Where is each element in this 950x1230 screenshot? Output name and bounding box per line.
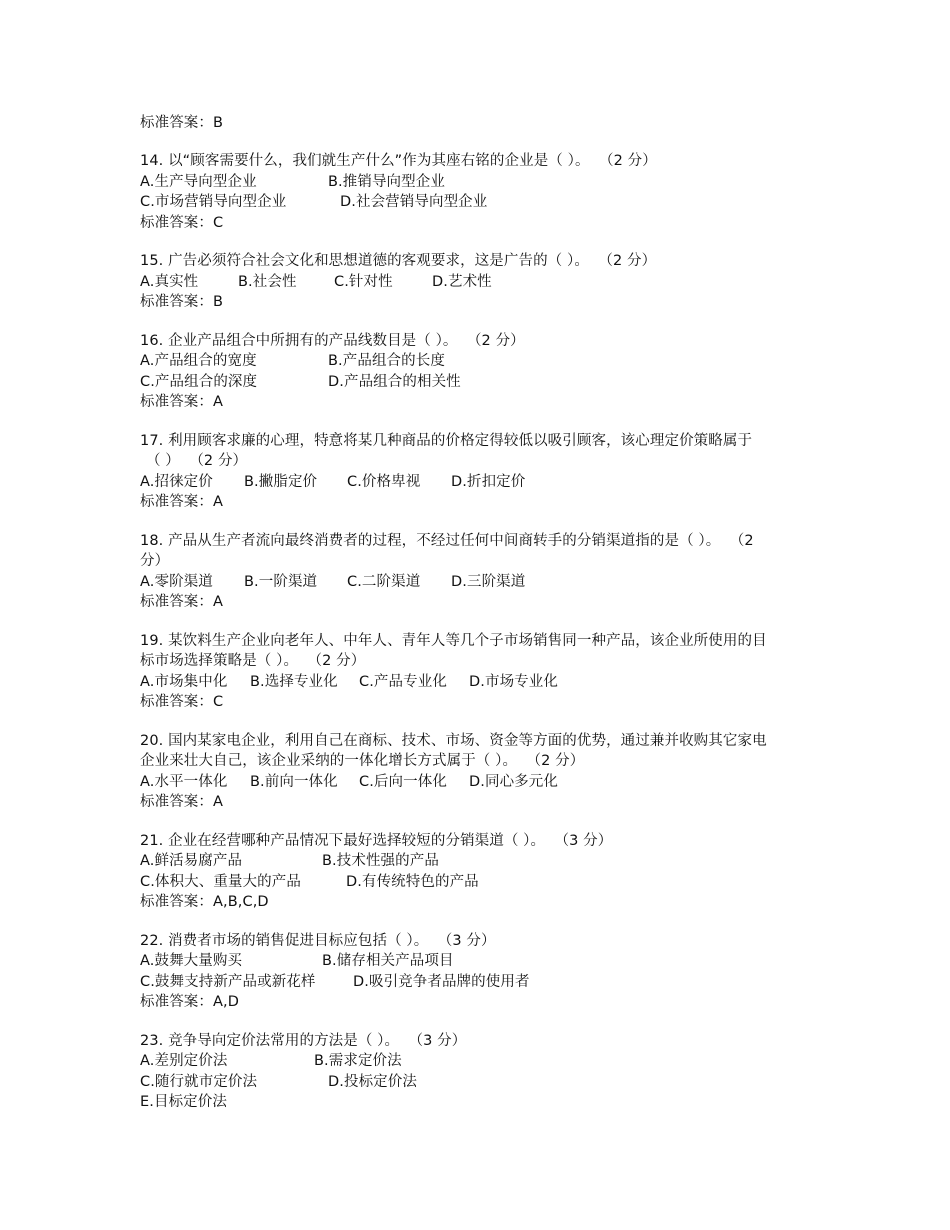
option-b: B.技术性强的产品 (322, 853, 439, 869)
option-c: C.体积大、重量大的产品 (140, 874, 301, 890)
answer-21: 标准答案：A,B,C,D (140, 894, 269, 910)
option-b: B.储存相关产品项目 (322, 953, 454, 969)
option-b: B.产品组合的长度 (328, 353, 445, 369)
options-row (140, 1051, 402, 1071)
option-b: B.推销导向型企业 (328, 174, 445, 190)
option-e: E.目标定价法 (140, 1094, 227, 1110)
options-row (140, 672, 558, 692)
option-b: B.社会性 (238, 274, 297, 290)
option-a: A.零阶渠道 (140, 574, 213, 590)
option-c: C.后向一体化 (359, 774, 447, 790)
question-19: 19. 某饮料生产企业向老年人、中年人、青年人等几个子市场销售同一种产品，该企业所使用的目 (140, 633, 767, 649)
options-row (140, 872, 479, 892)
question-16: 16. 企业产品组合中所拥有的产品线数目是（ ）。 （2 分） (140, 333, 525, 349)
option-a: A.水平一体化 (140, 774, 228, 790)
answer-20: 标准答案：A (140, 794, 224, 810)
option-a: A.差别定价法 (140, 1053, 228, 1069)
question-17: 17. 利用顾客求廉的心理，特意将某几种商品的价格定得较低以吸引顾客，该心理定价策略属于 (140, 433, 753, 449)
answer-16: 标准答案：A (140, 394, 224, 410)
question-14: 14. 以“顾客需要什么，我们就生产什么”作为其座右铭的企业是（ ）。 （2 分） (140, 153, 657, 169)
option-d: D.产品组合的相关性 (328, 374, 461, 390)
answer-15: 标准答案：B (140, 294, 224, 310)
options-row (140, 1072, 417, 1092)
option-a: A.产品组合的宽度 (140, 353, 257, 369)
option-d: D.社会营销导向型企业 (340, 194, 488, 210)
answer-17: 标准答案：A (140, 494, 224, 510)
option-d: D.吸引竞争者品牌的使用者 (353, 974, 530, 990)
question-23: 23. 竞争导向定价法常用的方法是（ ）。 （3 分） (140, 1033, 467, 1049)
option-c: C.产品专业化 (359, 674, 447, 690)
options-row (140, 351, 445, 371)
option-a: A.真实性 (140, 274, 199, 290)
question-19-cont: 标市场选择策略是（ ）。 （2 分） (140, 653, 366, 669)
question-18-cont: 分） (140, 553, 170, 569)
answer-19: 标准答案：C (140, 694, 224, 710)
question-20: 20. 国内某家电企业，利用自己在商标、技术、市场、资金等方面的优势，通过兼并收购其它家电 (140, 733, 767, 749)
option-d: D.三阶渠道 (451, 574, 526, 590)
option-b: B.撇脂定价 (244, 474, 318, 490)
option-b: B.选择专业化 (250, 674, 338, 690)
option-c: C.市场营销导向型企业 (140, 194, 287, 210)
option-b: B.一阶渠道 (244, 574, 318, 590)
option-c: C.价格卑视 (347, 474, 421, 490)
option-a: A.鼓舞大量购买 (140, 953, 243, 969)
options-row (140, 472, 526, 492)
option-a: A.鲜活易腐产品 (140, 853, 243, 869)
option-b: B.前向一体化 (250, 774, 338, 790)
option-d: D.市场专业化 (469, 674, 558, 690)
option-b: B.需求定价法 (314, 1053, 402, 1069)
options-row (140, 851, 439, 871)
answer-18: 标准答案：A (140, 594, 224, 610)
answer-13: 标准答案：B (140, 115, 224, 131)
option-d: D.有传统特色的产品 (346, 874, 479, 890)
option-a: A.生产导向型企业 (140, 174, 257, 190)
option-d: D.投标定价法 (328, 1074, 417, 1090)
options-row (140, 172, 445, 192)
options-row (140, 372, 461, 392)
options-row (140, 272, 492, 292)
question-21: 21. 企业在经营哪种产品情况下最好选择较短的分销渠道（ ）。 （3 分） (140, 833, 613, 849)
question-20-cont: 企业来壮大自己，该企业采纳的一体化增长方式属于（ ）。 （2 分） (140, 753, 585, 769)
option-c: C.随行就市定价法 (140, 1074, 258, 1090)
option-c: C.鼓舞支持新产品或新花样 (140, 974, 316, 990)
options-row (140, 1092, 227, 1112)
question-15: 15. 广告必须符合社会文化和思想道德的客观要求，这是广告的（ ）。 （2 分） (140, 253, 657, 269)
options-row (140, 772, 558, 792)
question-18: 18. 产品从生产者流向最终消费者的过程，不经过任何中间商转手的分销渠道指的是（ ）。 （2 (140, 533, 754, 549)
option-d: D.艺术性 (432, 274, 492, 290)
option-c: C.产品组合的深度 (140, 374, 258, 390)
answer-22: 标准答案：A,D (140, 994, 239, 1010)
option-d: D.同心多元化 (469, 774, 558, 790)
option-a: A.市场集中化 (140, 674, 228, 690)
option-d: D.折扣定价 (451, 474, 526, 490)
option-a: A.招徕定价 (140, 474, 213, 490)
question-22: 22. 消费者市场的销售促进目标应包括（ ）。 （3 分） (140, 933, 496, 949)
options-row (140, 572, 526, 592)
option-c: C.二阶渠道 (347, 574, 421, 590)
options-row (140, 192, 488, 212)
options-row (140, 972, 530, 992)
option-c: C.针对性 (334, 274, 393, 290)
question-17-cont: （ ） （2 分） (146, 453, 248, 469)
options-row (140, 951, 454, 971)
answer-14: 标准答案：C (140, 215, 224, 231)
